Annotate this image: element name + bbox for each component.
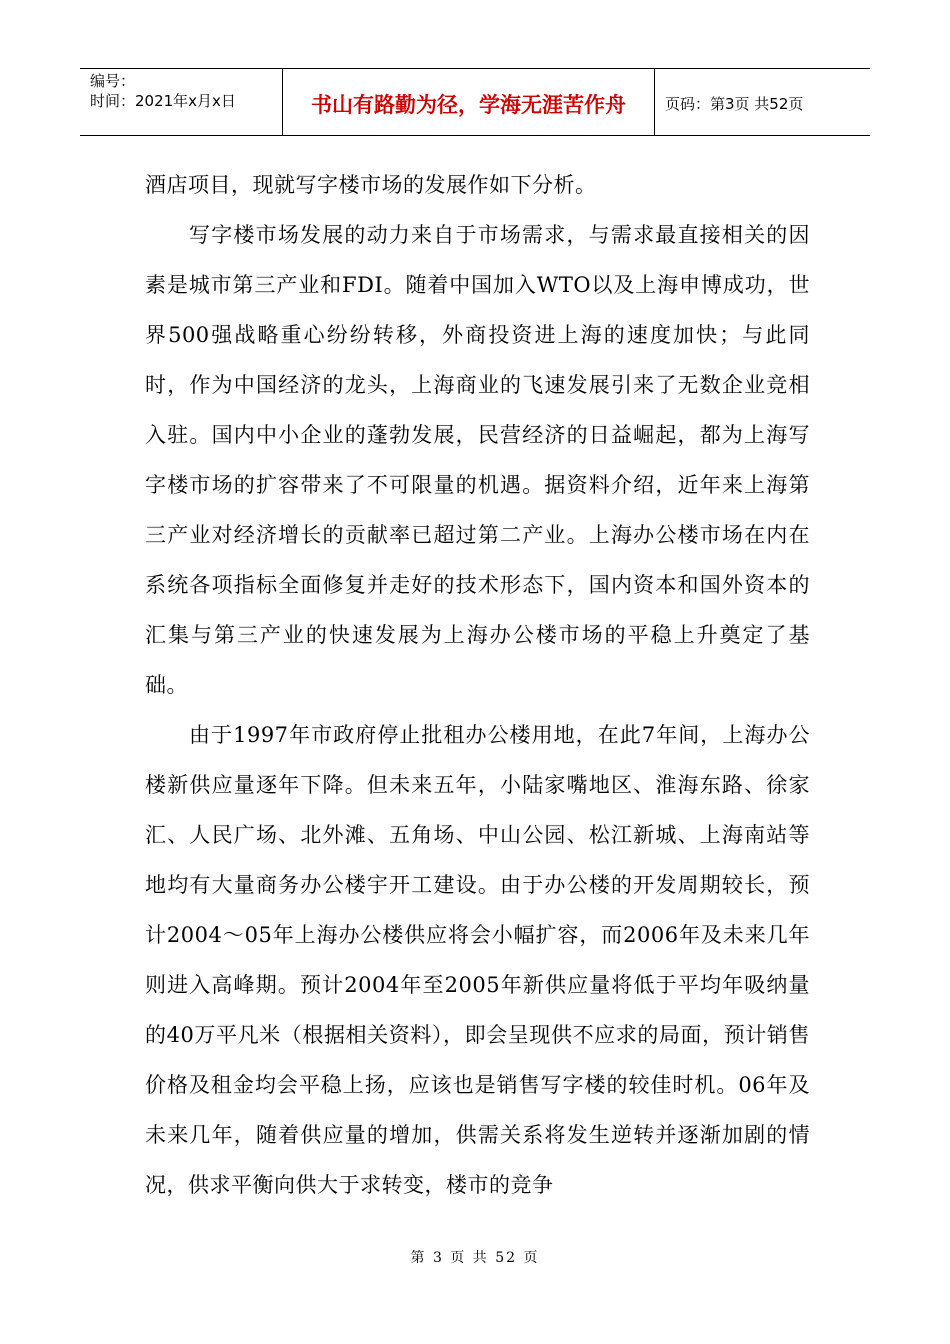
time-label: 时间：2021年x月x日 <box>90 92 236 110</box>
page-header <box>80 68 870 136</box>
paragraph-demand: 写字楼市场发展的动力来自于市场需求，与需求最直接相关的因素是城市第三产业和FDI。随着中国加入WTO以及上海申博成功，世界500强战略重心纷纷转移，外商投资进上海的速度加快；与此同时，作为中国经济的龙头，上海商业的飞速发展引来了无数企业竞相入驻。国内中小企业的蓬勃发展，民营经济的日益崛起，都为上海写字楼市场的扩容带来了不可限量的机遇。据资料介绍，近年来上海第三产业对经济增长的贡献率已超过第二产业。上海办公楼市场在内在系统各项指标全面修复并走好的技术形态下，国内资本和国外资本的汇集与第三产业的快速发展为上海办公楼市场的平稳上升奠定了基础。 <box>145 223 810 697</box>
page-info: 页码：第3页 共52页 <box>665 94 804 113</box>
footer-page-number: 第 3 页 共 52 页 <box>410 1250 540 1266</box>
header-motto-cell <box>283 69 655 135</box>
motto-text: 书山有路勤为径，学海无涯苦作舟 <box>311 93 626 117</box>
header-page-cell <box>655 69 870 135</box>
number-label: 编号： <box>90 72 136 90</box>
header-meta-cell <box>80 69 283 135</box>
document-body <box>145 160 810 1210</box>
paragraph-supply: 由于1997年市政府停止批租办公楼用地，在此7年间，上海办公楼新供应量逐年下降。但未来五年，小陆家嘴地区、淮海东路、徐家汇、人民广场、北外滩、五角场、中山公园、松江新城、上海南站等地均有大量商务办公楼宇开工建设。由于办公楼的开发周期较长，预计2004～05年上海办公楼供应将会小幅扩容，而2006年及未来几年则进入高峰期。预计2004年至2005年新供应量将低于平均年吸纳量的40万平凡米（根据相关资料），即会呈现供不应求的局面，预计销售价格及租金均会平稳上扬，应该也是销售写字楼的较佳时机。06年及未来几年，随着供应量的增加，供需关系将发生逆转并逐渐加剧的情况，供求平衡向供大于求转变，楼市的竞争 <box>145 723 810 1197</box>
page-footer <box>0 1247 950 1267</box>
paragraph-continuation: 酒店项目，现就写字楼市场的发展作如下分析。 <box>145 173 597 197</box>
